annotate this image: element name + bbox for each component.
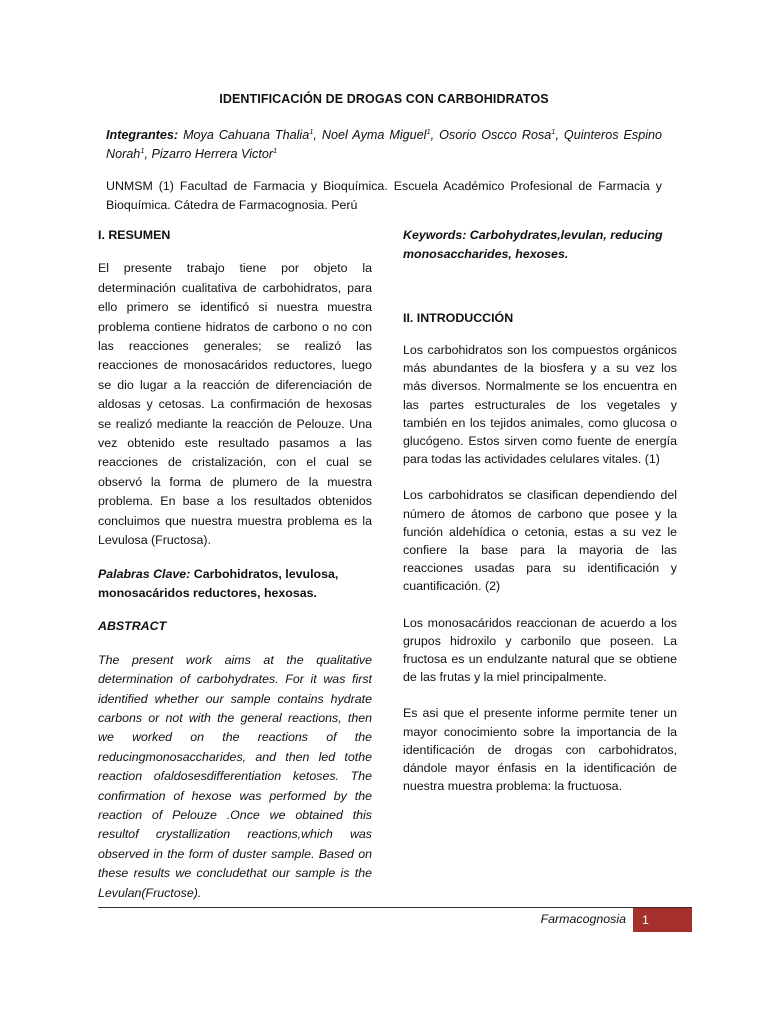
keywords-en: Keywords: Carbohydrates,levulan, reducing monosaccharides, hexoses. (403, 228, 663, 262)
intro-paragraph-3: Los monosacáridos reaccionan de acuerdo a los grupos hidroxilo y carbonilo que poseen. La fructosa es un endulzante natural que se obtiene de las frutas y la miel principalmente. (403, 615, 677, 685)
authors-line (106, 126, 662, 164)
intro-paragraph-4: Es asi que el presente informe permite tener un mayor conocimiento sobre la importancia de la identificación de drogas con carbohidratos, dándole mayor énfasis en la identificación de nuestra muestra problema: la fructuosa. (403, 706, 677, 794)
palabras-clave (98, 565, 372, 604)
right-column (403, 226, 677, 795)
palabras-clave-text: Carbohidratos, levulosa, monosacáridos reductores, hexosas. (98, 566, 339, 600)
author-4: Quinteros Espino Norah$^1$, (106, 128, 663, 161)
author-3: Osorio Oscco Rosa$^1$, (439, 126, 564, 142)
left-column (98, 226, 372, 903)
author-1: Moya Cahuana Thalia$^1$, (183, 126, 322, 142)
palabras-clave-label: Palabras Clave: (98, 566, 191, 581)
footer-divider (98, 907, 692, 908)
abstract-body: The present work aims at the qualitative determination of carbohydrates. For it was first identified whether our sample contains hydrate carbons or not with the general reactions, then we worked on the reactions of the reducingmonosaccharides, and then led tothe reaction ofaldosesdifferentiation ketoses. The confirmation of hexose was performed by the reaction of Pelouze .Once we obtained this resultof crystallization reactions,which was observed in the form of duster sample. Based on these results we concludethat our sample is the Levulan(Fructose). (98, 652, 372, 900)
resumen-body: El presente trabajo tiene por objeto la determinación cualitativa de carbohidratos, para ello primero se identificó si nuestra muestra problema contiene hidratos de carbono o no con las reacciones generales; se realizó las reacciones de monosacáridos reductores, luego se dio lugar a la reacción de diferenciación de aldosas y cetosas. La confirmación de hexosas se realizó mediante la reacción de Pelouze. Una vez obtenido este resultado pasamos a las reacciones de cristalización, con el cual se observó la forma de plumero de la muestra problema. En base a los resultados obtenidos concluimos que nuestra muestra problema es la Levulosa (Fructosa). (98, 261, 372, 548)
introduccion-heading: II. INTRODUCCIÓN (403, 310, 514, 325)
authors-label: Integrantes: (106, 128, 179, 142)
resumen-heading: I. RESUMEN (98, 228, 171, 242)
intro-paragraph-1: Los carbohidratos son los compuestos orgánicos más abundantes de la biosfera y a su vez los más diversos. Normalmente se los encuentra en las partes estructurales de los vegetales y también en los tejidos animales, como glucosa o glucógeno. Estos sirven como fuente de energía para todas las actividades celulares vitales. (1) (403, 343, 677, 467)
page-number: 1 (633, 908, 692, 932)
author-5: Pizarro Herrera Victor$^1$ (151, 145, 278, 161)
footer-label: Farmacognosia (540, 912, 626, 926)
author-2: Noel Ayma Miguel$^1$, (321, 126, 440, 142)
abstract-heading: ABSTRACT (98, 619, 167, 634)
intro-paragraph-2: Los carbohidratos se clasifican dependiendo del número de átomos de carbono que posee y la función aldehídica o cetonia, estas a su vez le confiere la base para la mayoria de las reacciones usadas para su identificación y cuantificación. (2) (403, 488, 677, 594)
affiliation: UNMSM (1) Facultad de Farmacia y Bioquímica. Escuela Académico Profesional de Farmacia y Bioquímica. Cátedra de Farmacognosia. Perú (106, 179, 662, 212)
page-title: IDENTIFICACIÓN DE DROGAS CON CARBOHIDRATOS (219, 92, 549, 106)
